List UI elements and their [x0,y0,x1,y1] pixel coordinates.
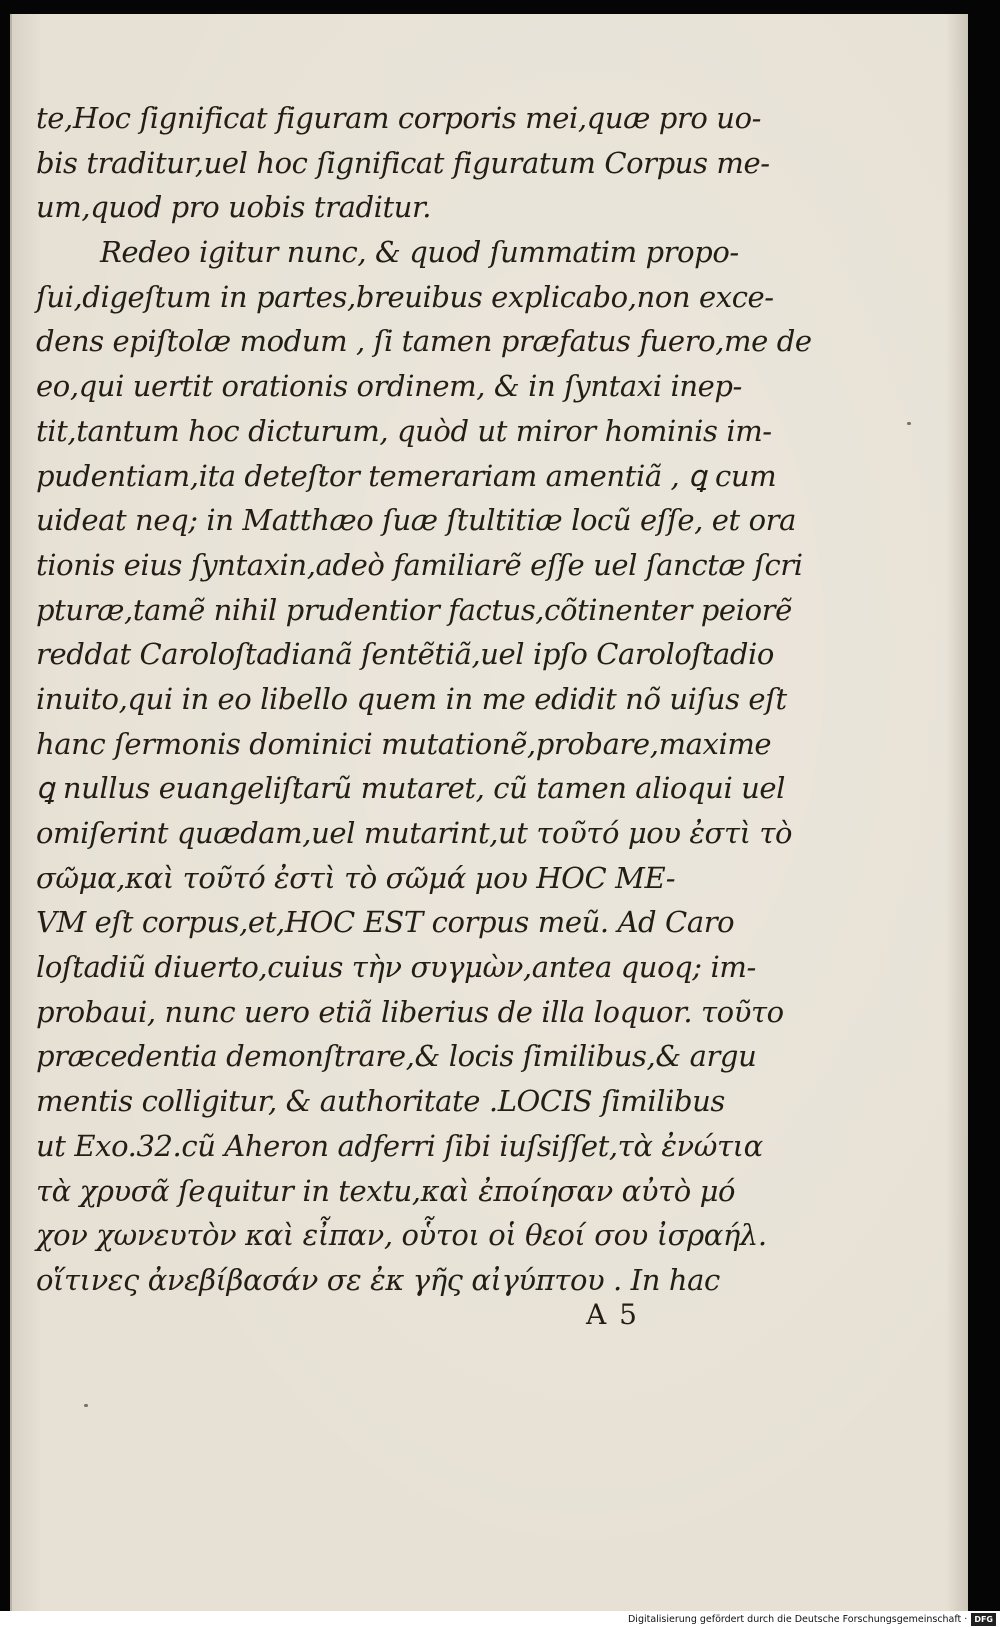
signature-mark: A 5 [586,1298,639,1331]
text-line: inuito,qui in eo libello quem in me edidit nõ uiſus eſt [36,681,787,716]
text-line: tionis eius ſyntaxin,adeò familiarẽ eſſe uel ſanctæ ſcri [36,547,803,582]
page-edge-shadow [946,14,968,1611]
dfg-logo: DFG [971,1613,996,1626]
text-line: tit,tantum hoc dicturum, quòd ut miror hominis im- [36,413,772,448]
page-text-block [36,96,812,1303]
paper-speck [907,422,911,425]
text-line: probaui, nunc uero etiã liberius de illa loquor. τοῦτο [36,994,784,1029]
text-line: omiſerint quædam,uel mutarint,ut τοῦτό μου ἐστὶ τὸ [36,816,793,850]
funding-credit-text: Digitalisierung gefördert durch die Deutsche Forschungsgemeinschaft · [627,1614,968,1625]
paragraph-start-line: Redeo igitur nunc, & quod ſummatim propo- [100,235,739,270]
book-page [10,14,968,1611]
text-line: τὰ χρυσᾶ ſequitur in textu,καὶ ἐποίησαν αὐτὸ μό [36,1173,736,1208]
text-line: οἵτινες ἀνεβίβασάν σε ἐκ γῆς αἰγύπτου . In hac [36,1262,720,1297]
text-line: reddat Caroloſtadianã ſentẽtiã,uel ipſo Caroloſtadio [36,637,774,672]
text-line: eo,qui uertit orationis ordinem, & in ſyntaxi inep- [36,369,742,404]
paper-speck [84,1404,88,1407]
digitization-credit-bar [0,1611,1000,1628]
text-line: VM eſt corpus,et,HOC EST corpus meũ. Ad Caro [36,905,735,940]
text-line: ſui,digeſtum in partes,breuibus explicabo,non exce- [36,279,774,314]
text-line: ut Exo.32.cũ Aheron adferri ſibi iuſsiſſet,τὰ ἐνώτια [36,1128,763,1163]
text-line: σῶμα,καὶ τοῦτό ἐστὶ τὸ σῶμά μου HOC ME- [36,860,676,895]
text-line: χον χωνευτὸν καὶ εἶπαν, οὗτοι οἱ θεοί σου ἰσραήλ. [36,1218,767,1253]
text-line: præcedentia demonſtrare,& locis ſimilibus,& argu [36,1039,757,1074]
text-line: dens epiſtolæ modum , ſi tamen præfatus fuero,me de [36,324,812,359]
text-line: um,quod pro uobis traditur. [36,190,432,225]
text-line: te,Hoc ſignificat figuram corporis mei,quæ pro uo- [36,101,762,135]
text-line: mentis colligitur, & authoritate .LOCIS ſimilibus [36,1084,725,1119]
text-line: loſtadiũ diuerto,cuius τὴν συγμὼν,antea quoq; im- [36,950,756,985]
text-line: hanc ſermonis dominici mutationẽ,probare,maxime [36,726,772,761]
text-line: uideat neq; in Matthæo ſuæ ſtultitiæ locũ eſſe, et ora [36,503,797,538]
text-line: pturæ,tamẽ nihil prudentior factus,cõtinenter peiorẽ [36,592,792,627]
text-line: pudentiam,ita deteſtor temerariam amentiã , ꝗ cum [36,458,777,493]
text-line: bis traditur,uel hoc ſignificat figuratum Corpus me- [36,145,770,180]
text-line: ꝗ nullus euangeliſtarũ mutaret, cũ tamen alioqui uel [36,771,786,806]
